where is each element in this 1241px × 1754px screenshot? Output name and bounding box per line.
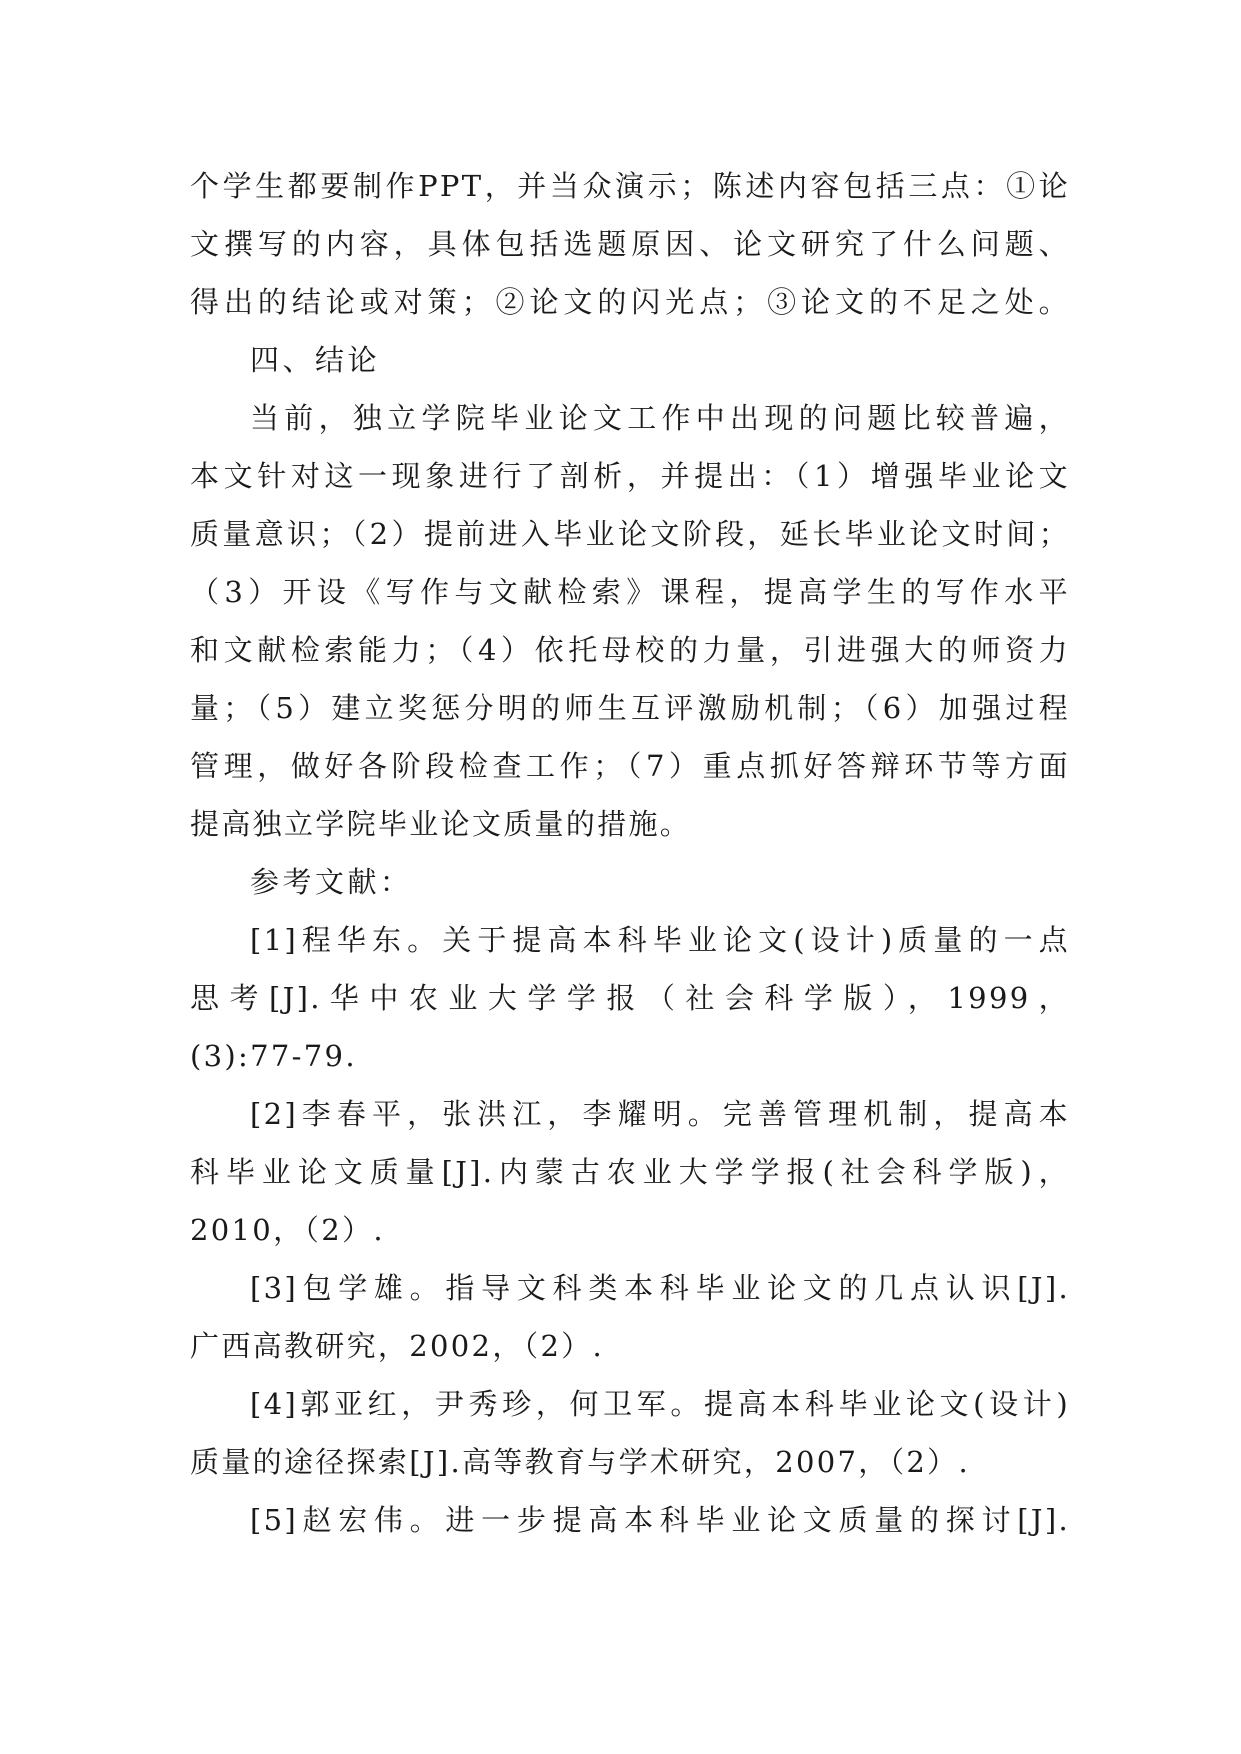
text-line: 量；（5）建立奖惩分明的师生互评激励机制；（6）加强过程 <box>190 691 1070 725</box>
text-line: 当前，独立学院毕业论文工作中出现的问题比较普遍， <box>250 401 1070 435</box>
text-line: 提高独立学院毕业论文质量的措施。 <box>190 807 692 841</box>
reference-line: 广西高教研究，2002，（2）. <box>190 1329 605 1363</box>
text-line: 管理，做好各阶段检查工作；（7）重点抓好答辩环节等方面 <box>190 749 1070 783</box>
text-line: 和文献检索能力；（4）依托母校的力量，引进强大的师资力 <box>190 633 1070 667</box>
reference-line: 质量的途径探索[J].高等教育与学术研究，2007，（2）. <box>190 1445 971 1479</box>
text-line: 本文针对这一现象进行了剖析，并提出：（1）增强毕业论文 <box>190 459 1070 493</box>
text-line: 质量意识；（2）提前进入毕业论文阶段，延长毕业论文时间； <box>190 517 1070 551</box>
section-heading: 四、结论 <box>250 343 380 377</box>
reference-line: 科毕业论文质量[J].内蒙古农业大学学报(社会科学版)， <box>190 1155 1070 1189</box>
reference-line: 思考[J].华中农业大学学报（社会科学版），1999， <box>190 981 1070 1015</box>
reference-line: [2]李春平，张洪江，李耀明。完善管理机制，提高本 <box>250 1097 1070 1131</box>
reference-line: [3]包学雄。指导文科类本科毕业论文的几点认识[J]. <box>250 1271 1070 1305</box>
references-heading: 参考文献： <box>250 865 413 899</box>
text-line: 个学生都要制作PPT，并当众演示；陈述内容包括三点：①论 <box>190 169 1070 203</box>
reference-line: [4]郭亚红，尹秀珍，何卫军。提高本科毕业论文(设计) <box>250 1387 1070 1421</box>
reference-line: 2010，（2）. <box>190 1213 385 1247</box>
reference-line: [1]程华东。关于提高本科毕业论文(设计)质量的一点 <box>250 923 1070 957</box>
reference-line: (3):77-79. <box>190 1039 357 1073</box>
text-line: 得出的结论或对策；②论文的闪光点；③论文的不足之处。 <box>190 285 1070 319</box>
text-line: 文撰写的内容，具体包括选题原因、论文研究了什么问题、 <box>190 227 1070 261</box>
reference-line: [5]赵宏伟。进一步提高本科毕业论文质量的探讨[J]. <box>250 1503 1070 1537</box>
text-line: （3）开设《写作与文献检索》课程，提高学生的写作水平 <box>190 575 1070 609</box>
